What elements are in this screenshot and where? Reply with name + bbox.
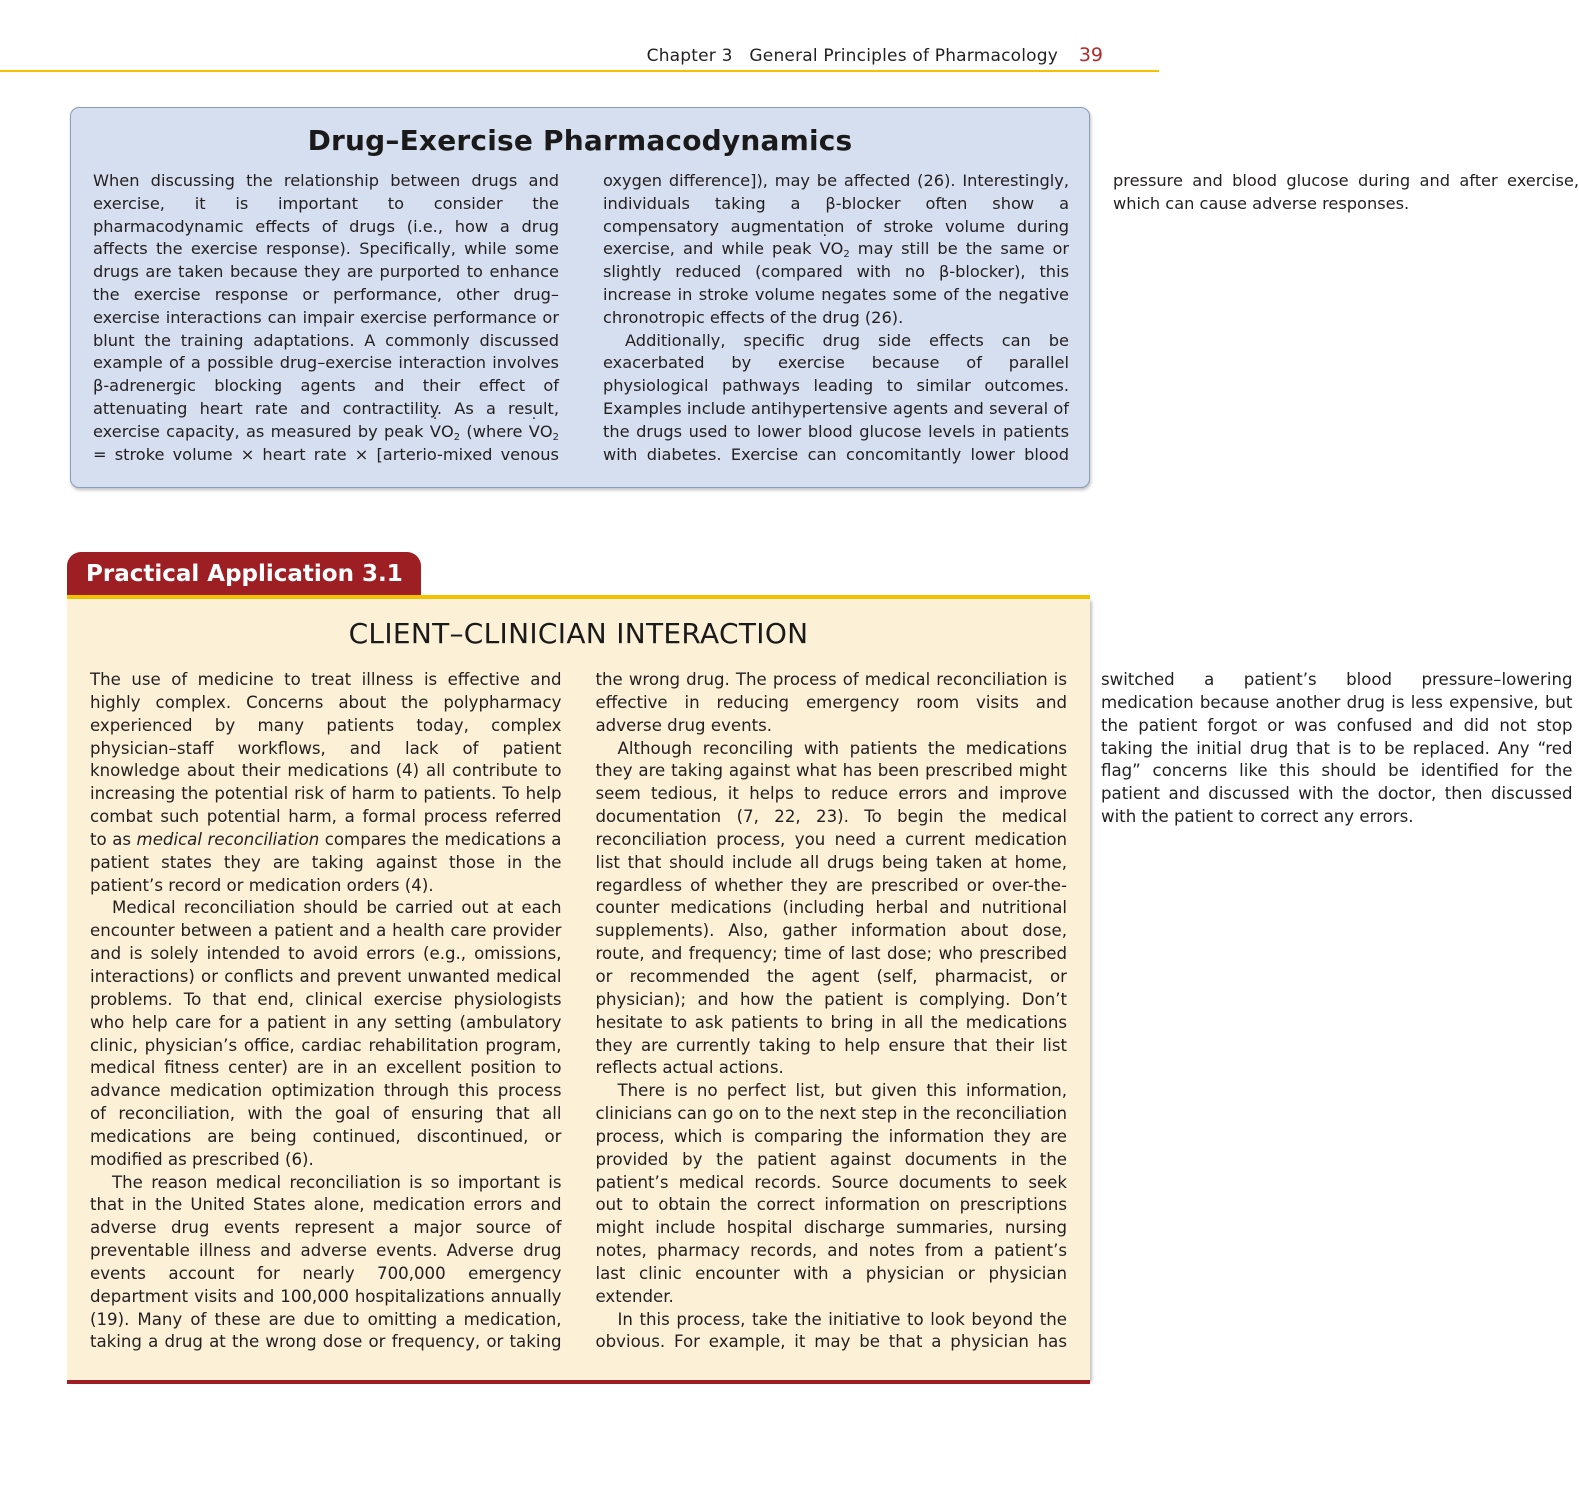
sidebar-text-column bbox=[93, 170, 1579, 470]
sidebar-p1-part-d: may still be the same or slightly reduced (compared with no β-blocker), this increase in stroke volume negates some of the negative chronotropic effects of the drug (26). bbox=[603, 239, 1070, 327]
practical-p1-part-b: compares the medications a patient states they are taking against those in the patient’s record or medication orders (4). bbox=[90, 829, 562, 895]
practical-paragraph-2: Medical reconciliation should be carried out at each encounter between a patient and a health care provider and is solely intended to avoid errors (e.g., omissions, interactions) or conflicts and prevent unwanted medical problems. To that end, clinical exercise physiologists who help care for a patient in any setting (ambulatory clinic, physician’s office, cardiac rehabilitation program, medical fitness center) are in an excellent position to advance medication optimization through this process of reconciliation, with the goal of ensuring that all medications are being continued, discontinued, or modified as prescribed (6). bbox=[90, 898, 562, 1169]
sidebar-p1-part-c: = stroke volume × heart rate × [arterio-mixed venous oxygen difference]), may be affected (26). Interestingly, individuals taking a β-blocker often show a compensatory augmentation of stroke volume during exercise, and while peak bbox=[93, 171, 1069, 464]
sidebar-p1-part-a: When discussing the relationship between drugs and exercise, it is important to consider the pharmacodynamic effects of drugs (i.e., how a drug affects the exercise response). Specifically, while some drugs are taken because they are purported to enhance the exercise response or performance, other drug–exercise interactions can impair exercise performance or blunt the training adaptations. A commonly discussed example of a possible drug–exercise interaction involves β-adrenergic blocking agents and their effect of attenuating heart rate and contractility. As a result, exercise capacity, as measured by peak bbox=[93, 171, 559, 441]
vo2-subscript: 2 bbox=[552, 431, 559, 443]
sidebar-p1-part-b: (where bbox=[460, 421, 529, 441]
sidebar-title: Drug–Exercise Pharmacodynamics bbox=[307, 124, 853, 157]
sidebar-box bbox=[70, 107, 1579, 488]
practical-application-box bbox=[67, 599, 1573, 1380]
practical-p1-part-a: The use of medicine to treat illness is effective and highly complex. Concerns about the polypharmacy experienced by many patients today, complex physician–staff workflows, and lack of patient knowledge about their medications (4) all contribute to increasing the potential risk of harm to patients. To help combat such potential harm, a formal process referred to as bbox=[90, 670, 562, 849]
vo2-o: O bbox=[830, 239, 844, 259]
page-number: 39 bbox=[1078, 44, 1103, 66]
running-title: Chapter 3 General Principles of Pharmacology bbox=[646, 46, 1058, 66]
vo2-subscript: 2 bbox=[453, 431, 461, 443]
sidebar-paragraph-2: Additionally, specific drug side effects can be exacerbated by exercise because of parallel physiological pathways leading to similar outcomes. Examples include antihypertensive agents and several of the drugs used to lower blood glucose levels in patients with diabetes. Exercise can concomitantly lower blood pressure and blood glucose during and after exercise, which can cause adverse responses. bbox=[603, 171, 1579, 464]
practical-paragraph-6: In this process, take the initiative to look beyond the obvious. For example, it may be that a physician has switched a patient’s blood pressure–lowering medication because another drug is less expensive, but the patient forgot or was confused and did not stop taking the initial drug that is to be replaced. Any “red flag” concerns like this should be identified for the patient and discussed with the doctor, then discussed with the patient to correct any errors. bbox=[595, 670, 1573, 1352]
page-header bbox=[0, 44, 1159, 72]
practical-bottom-rule bbox=[67, 1380, 1090, 1384]
vo2-v: · V bbox=[529, 421, 540, 444]
vo2-v: · V bbox=[820, 238, 831, 261]
vo2-o: O bbox=[539, 421, 553, 441]
practical-paragraph-3: The reason medical reconciliation is so important is that in the United States alone, medication errors and adverse drug events represent a major source of preventable illness and adverse events. Adverse drug events account for nearly 700,000 emergency department visits and 100,000 hospitalizations annually (19). Many of these are due to omitting a medication, taking a drug at the wrong dose or frequency, or taking the wrong drug. The process of medical reconciliation is effective in reducing emergency room visits and adverse drug events. bbox=[90, 670, 1067, 1352]
practical-paragraph-5: There is no perfect list, but given this information, clinicians can go on to the next step in the reconciliation process, which is comparing the information they are provided by the patient against documents in the patient’s medical records. Source documents to seek out to obtain the correct information on prescriptions might include hospital discharge summaries, nursing notes, pharmacy records, and notes from a patient’s last clinic encounter with a physician or physician extender. bbox=[595, 1081, 1067, 1306]
practical-title: CLIENT–CLINICIAN INTERACTION bbox=[348, 617, 809, 650]
practical-application-label: Practical Application 3.1 bbox=[86, 561, 403, 587]
vo2-o: O bbox=[440, 421, 454, 441]
medical-reconciliation-term: medical reconciliation bbox=[136, 829, 320, 849]
practical-paragraph-4: Although reconciling with patients the medications they are taking against what has been prescribed might seem tedious, it helps to reduce errors and improve documentation (7, 22, 23). To begin the medical reconciliation process, you need a current medication list that should include all drugs being taken at home, regardless of whether they are prescribed or over-the-counter medications (including herbal and nutritional supplements). Also, gather information about dose, route, and frequency; time of last dose; who prescribed or recommended the agent (self, pharmacist, or physician); and how the patient is complying. Don’t hesitate to ask patients to bring in all the medications they are currently taking to help ensure that their list reflects actual actions. bbox=[595, 738, 1067, 1078]
vo2-subscript: 2 bbox=[843, 249, 850, 261]
practical-text-column bbox=[90, 669, 1573, 1359]
practical-paragraph-1 bbox=[90, 669, 562, 897]
vo2-v: · V bbox=[430, 421, 441, 444]
practical-application-tab bbox=[67, 552, 407, 597]
